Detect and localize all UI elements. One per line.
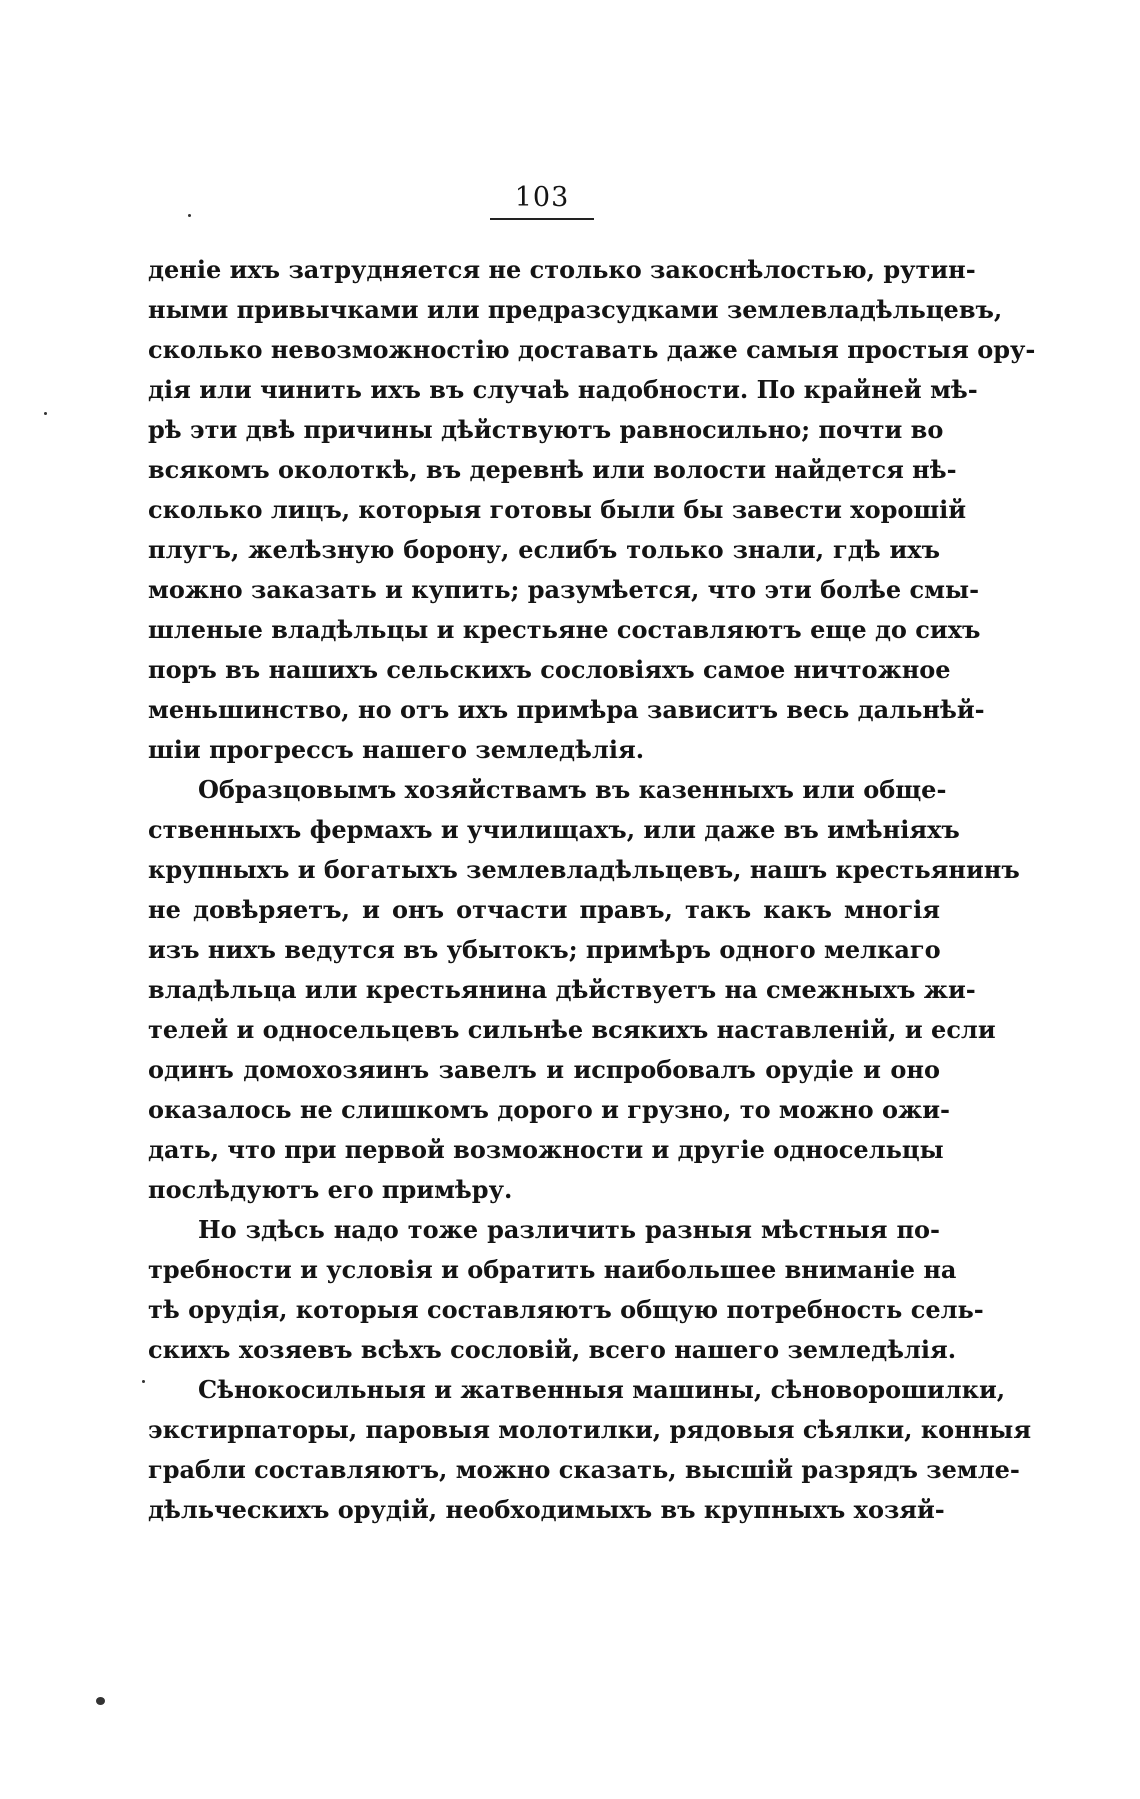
- text-line: Но здѣсь надо тоже различить разныя мѣстныя по-: [198, 1215, 940, 1244]
- text-line: владѣльца или крестьянина дѣйствуетъ на смежныхъ жи-: [148, 975, 976, 1004]
- text-line: телей и односельцевъ сильнѣе всякихъ наставленій, и если: [148, 1015, 996, 1044]
- text-line: плугъ, желѣзную борону, еслибъ только знали, гдѣ ихъ: [148, 535, 940, 564]
- page-number: 103: [514, 182, 570, 213]
- scan-speck: [44, 412, 47, 415]
- scan-speck: [96, 1697, 105, 1705]
- text-line: одинъ домохозяинъ завелъ и испробовалъ орудіе и оно: [148, 1055, 940, 1084]
- text-line: дать, что при первой возможности и другіе односельцы: [148, 1135, 944, 1164]
- text-line: дія или чинить ихъ въ случаѣ надобности. По крайней мѣ-: [148, 375, 978, 404]
- text-line: Образцовымъ хозяйствамъ въ казенныхъ или обще-: [198, 775, 947, 804]
- scan-speck: [142, 1380, 145, 1383]
- text-line: ными привычками или предразсудками землевладѣльцевъ,: [148, 295, 1003, 324]
- text-line: не довѣряетъ, и онъ отчасти правъ, такъ какъ многія: [148, 895, 940, 924]
- scan-speck: [188, 214, 191, 217]
- text-line: поръ въ нашихъ сельскихъ сословіяхъ самое ничтожное: [148, 655, 951, 684]
- text-line: изъ нихъ ведутся въ убытокъ; примѣръ одного мелкаго: [148, 935, 941, 964]
- text-line: послѣдуютъ его примѣру.: [148, 1175, 513, 1204]
- text-line: рѣ эти двѣ причины дѣйствуютъ равносильно; почти во: [148, 415, 944, 444]
- text-line: всякомъ околоткѣ, въ деревнѣ или волости найдется нѣ-: [148, 455, 957, 484]
- text-line: шленые владѣльцы и крестьяне составляютъ еще до сихъ: [148, 615, 981, 644]
- text-line: требности и условія и обратить наибольшее вниманіе на: [148, 1255, 957, 1284]
- text-line: ственныхъ фермахъ и училищахъ, или даже въ имѣніяхъ: [148, 815, 960, 844]
- text-line: Сѣнокосильныя и жатвенныя машины, сѣноворошилки,: [198, 1375, 1006, 1404]
- text-line: можно заказать и купить; разумѣется, что эти болѣе смы-: [148, 575, 980, 604]
- text-line: деніе ихъ затрудняется не столько закоснѣлостью, рутин-: [148, 255, 976, 284]
- text-line: сколько невозможностію доставать даже самыя простыя ору-: [148, 335, 1036, 364]
- text-line: тѣ орудія, которыя составляютъ общую потребность сель-: [148, 1295, 984, 1324]
- text-line: сколько лицъ, которыя готовы были бы завести хорошій: [148, 495, 967, 524]
- text-line: шіи прогрессъ нашего земледѣлія.: [148, 735, 645, 764]
- text-line: экстирпаторы, паровыя молотилки, рядовыя сѣялки, конныя: [148, 1415, 1032, 1444]
- text-line: скихъ хозяевъ всѣхъ сословій, всего нашего земледѣлія.: [148, 1335, 957, 1364]
- page-number-rule: [490, 218, 594, 220]
- text-line: меньшинство, но отъ ихъ примѣра зависитъ весь дальнѣй-: [148, 695, 985, 724]
- text-line: крупныхъ и богатыхъ землевладѣльцевъ, нашъ крестьянинъ: [148, 855, 1020, 884]
- text-line: грабли составляютъ, можно сказать, высшій разрядъ земле-: [148, 1455, 1020, 1484]
- text-line: оказалось не слишкомъ дорого и грузно, то можно ожи-: [148, 1095, 950, 1124]
- text-line: дѣльческихъ орудій, необходимыхъ въ крупныхъ хозяй-: [148, 1495, 945, 1524]
